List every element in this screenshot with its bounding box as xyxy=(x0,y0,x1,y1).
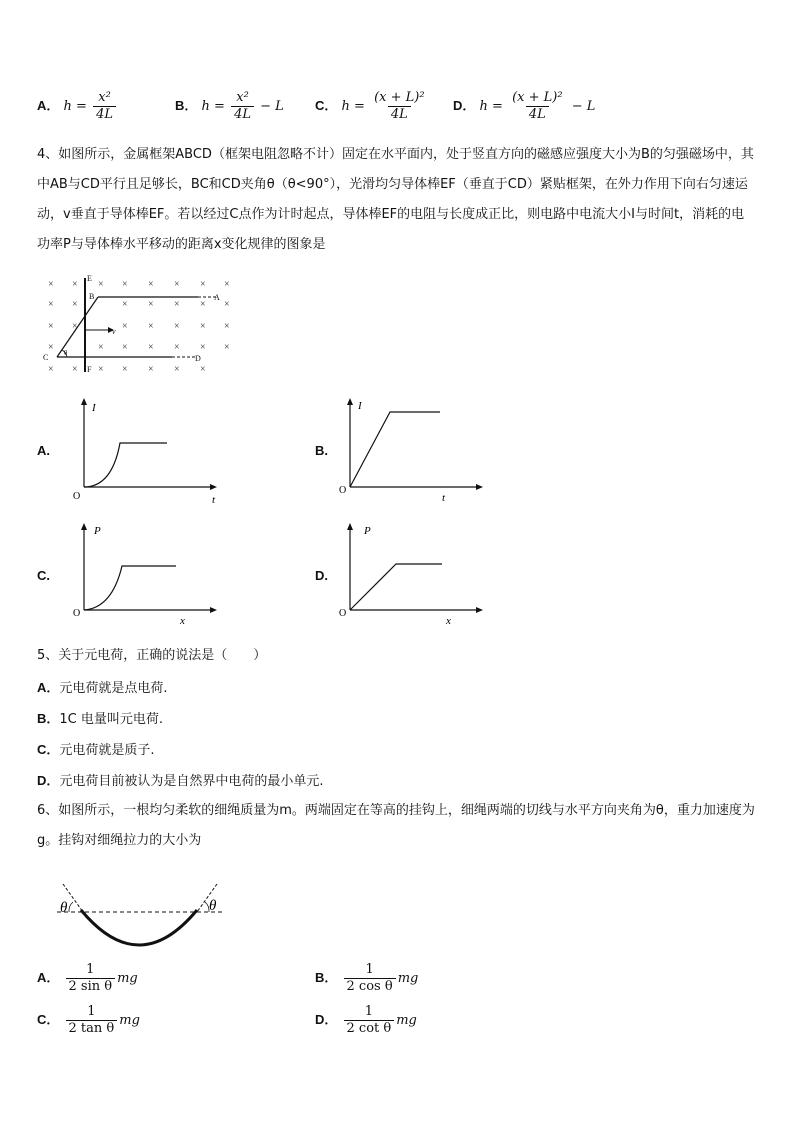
theta-left-label: θ xyxy=(60,900,68,916)
option-label: D. xyxy=(315,568,328,583)
numerator: 1 xyxy=(365,962,374,977)
option-label: B. xyxy=(315,443,328,458)
field-cross: × xyxy=(224,299,230,310)
graph-line xyxy=(84,443,167,487)
field-cross: × xyxy=(200,299,206,310)
field-cross: × xyxy=(224,342,230,353)
x-axis-label: x xyxy=(180,615,185,627)
y-axis-label: I xyxy=(358,400,362,412)
option-label: A． xyxy=(37,970,60,985)
q3-option-d[interactable] xyxy=(453,90,595,123)
option-text: 1C 电量叫元电荷. xyxy=(59,712,164,727)
q4-text: 4、如图所示，金属框架ABCD（框架电阻忽略不计）固定在水平面内，处于竖直方向的磁感应强度大小为B的匀强磁场中，其中AB与CD平行且足够长，BC和CD夹角θ（θ<90°），光滑均匀导体棒EF（垂直于CD）紧贴框架，在外力作用下向右匀速运动，v垂直于导体棒EF。若以经过C点作为计时起点，导体棒EF的电阻与长度成正比，则电路中电流大小I与时间t，消耗的电功率P与导体棒水平移动的距离x变化规律的图象是 xyxy=(37,147,754,252)
q6-option-b[interactable] xyxy=(315,962,418,995)
q4-option-d[interactable] xyxy=(315,520,505,632)
field-cross: × xyxy=(200,321,206,332)
y-axis-label: P xyxy=(94,525,101,537)
field-cross: × xyxy=(72,279,78,290)
formula-tail: mg xyxy=(117,971,138,986)
field-cross: × xyxy=(122,321,128,332)
graph-line xyxy=(350,412,440,487)
numerator: (x + L)² xyxy=(512,90,563,105)
fraction xyxy=(371,90,427,123)
denominator: 4L xyxy=(388,106,411,123)
y-axis-arrow xyxy=(81,523,87,530)
field-cross: × xyxy=(148,321,154,332)
field-cross: × xyxy=(98,364,104,375)
y-axis-label: P xyxy=(364,525,371,537)
option-text: 元电荷就是点电荷. xyxy=(59,681,168,696)
x-axis-arrow xyxy=(210,484,217,490)
formula-lhs: h = xyxy=(479,99,503,114)
denominator: 2 cos θ xyxy=(344,978,396,995)
option-label: A. xyxy=(37,443,50,458)
x-axis-label: x xyxy=(446,615,451,627)
denominator: 4L xyxy=(93,106,116,123)
fraction xyxy=(231,90,254,123)
graph-p-x-linear xyxy=(338,520,488,630)
field-cross: × xyxy=(72,299,78,310)
field-cross: × xyxy=(48,342,54,353)
field-cross: × xyxy=(122,279,128,290)
q6-text: 6、如图所示，一根均匀柔软的细绳质量为m。两端固定在等高的挂钩上，细绳两端的切线与水平方向夹角为θ，重力加速度为g。挂钩对细绳拉力的大小为 xyxy=(37,803,755,848)
q6-option-c[interactable] xyxy=(37,1004,140,1037)
numerator: 1 xyxy=(86,962,95,977)
theta-right-label: θ xyxy=(209,898,217,914)
fraction xyxy=(344,1004,395,1037)
label-e: E xyxy=(87,274,92,283)
option-label: B． xyxy=(175,98,198,113)
option-label: D． xyxy=(453,98,476,113)
fraction xyxy=(509,90,565,123)
y-axis-arrow xyxy=(81,398,87,405)
numerator: (x + L)² xyxy=(374,90,425,105)
option-label: C. xyxy=(37,568,50,583)
q6-option-d[interactable] xyxy=(315,1004,417,1037)
field-cross: × xyxy=(48,279,54,290)
denominator: 2 sin θ xyxy=(66,978,116,995)
formula-lhs: h = xyxy=(63,99,87,114)
graph-i-t-linear xyxy=(338,395,488,507)
option-label: D． xyxy=(37,773,60,788)
x-axis-arrow xyxy=(210,607,217,613)
denominator: 4L xyxy=(231,106,254,123)
field-cross: × xyxy=(200,364,206,375)
option-label: A． xyxy=(37,98,60,113)
field-cross: × xyxy=(148,279,154,290)
graph-p-x-curve xyxy=(72,520,222,630)
graph-i-t-curve xyxy=(72,395,222,507)
field-cross: × xyxy=(48,299,54,310)
label-theta: θ xyxy=(64,349,68,357)
field-cross: × xyxy=(98,342,104,353)
formula-tail: mg xyxy=(396,1013,417,1028)
q4-option-a[interactable] xyxy=(37,395,227,510)
q5-option-d[interactable] xyxy=(37,770,324,789)
label-a: A xyxy=(214,293,220,302)
field-cross: × xyxy=(98,279,104,290)
q4-option-b[interactable] xyxy=(315,395,505,510)
q3-option-b[interactable] xyxy=(175,90,284,123)
y-axis-arrow xyxy=(347,398,353,405)
field-cross: × xyxy=(122,364,128,375)
formula-lhs: h = xyxy=(341,99,365,114)
field-cross: × xyxy=(122,299,128,310)
field-cross: × xyxy=(200,279,206,290)
origin-label: O xyxy=(339,608,347,619)
q4-figure-frame xyxy=(40,272,240,377)
origin-label: O xyxy=(339,485,347,496)
q4-option-c[interactable] xyxy=(37,520,227,632)
field-cross: × xyxy=(148,342,154,353)
field-cross: × xyxy=(174,364,180,375)
numerator: x² xyxy=(236,90,249,105)
numerator: 1 xyxy=(364,1004,374,1019)
option-label: C． xyxy=(37,1012,60,1027)
denominator: 2 tan θ xyxy=(66,1020,118,1037)
field-cross: × xyxy=(174,342,180,353)
formula-tail: mg xyxy=(397,971,419,986)
y-axis-arrow xyxy=(347,523,353,530)
field-cross: × xyxy=(174,321,180,332)
denominator: 4L xyxy=(526,106,549,123)
option-label: C． xyxy=(37,742,60,757)
fraction xyxy=(344,962,396,995)
fraction xyxy=(66,962,116,995)
field-cross: × xyxy=(48,364,54,375)
field-cross: × xyxy=(148,299,154,310)
field-cross: × xyxy=(48,321,54,332)
numerator: 1 xyxy=(87,1004,96,1019)
q5-option-c[interactable] xyxy=(37,739,155,758)
option-label: B． xyxy=(37,711,60,726)
field-cross: × xyxy=(174,299,180,310)
option-text: 元电荷目前被认为是自然界中电荷的最小单元. xyxy=(59,774,324,789)
option-text: 元电荷就是质子. xyxy=(59,743,155,758)
graph-line xyxy=(350,564,442,610)
origin-label: O xyxy=(73,491,81,502)
formula-lhs: h = xyxy=(201,99,225,114)
option-label: B． xyxy=(315,970,338,985)
q5-option-a[interactable] xyxy=(37,677,168,696)
x-axis-arrow xyxy=(476,607,483,613)
option-label: A． xyxy=(37,680,60,695)
field-cross: × xyxy=(148,364,154,375)
rope xyxy=(81,910,197,945)
q3-option-a[interactable] xyxy=(37,90,118,123)
angle-arc-left xyxy=(69,902,73,912)
origin-label: O xyxy=(73,608,81,619)
field-cross: × xyxy=(72,321,78,332)
label-b: B xyxy=(89,292,95,301)
numerator: x² xyxy=(98,90,111,105)
q5-option-b[interactable] xyxy=(37,708,163,727)
label-f: F xyxy=(87,365,92,374)
option-label: D． xyxy=(315,1012,338,1027)
label-v: v xyxy=(112,327,116,336)
label-c: C xyxy=(43,353,49,362)
field-cross: × xyxy=(72,364,78,375)
x-axis-arrow xyxy=(476,484,483,490)
field-cross: × xyxy=(200,342,206,353)
option-label: C． xyxy=(315,98,338,113)
magnetic-field-crosses xyxy=(48,279,230,375)
label-d: D xyxy=(195,354,201,363)
formula-tail: − L xyxy=(260,99,284,114)
y-axis-label: I xyxy=(92,402,96,414)
formula-tail: mg xyxy=(119,1013,140,1028)
q5-stem: 5、关于元电荷，正确的说法是（ ） xyxy=(37,648,267,663)
q6-rope-figure xyxy=(55,880,235,952)
field-cross: × xyxy=(224,321,230,332)
graph-line xyxy=(84,566,176,610)
formula-tail: − L xyxy=(571,99,596,114)
q3-option-c[interactable] xyxy=(315,90,430,123)
field-cross: × xyxy=(174,279,180,290)
fraction xyxy=(66,1004,118,1037)
x-axis-label: t xyxy=(212,494,216,506)
fraction xyxy=(93,90,116,123)
q6-option-a[interactable] xyxy=(37,962,138,995)
field-cross: × xyxy=(122,342,128,353)
field-cross: × xyxy=(224,279,230,290)
x-axis-label: t xyxy=(442,492,446,504)
denominator: 2 cot θ xyxy=(344,1020,395,1037)
